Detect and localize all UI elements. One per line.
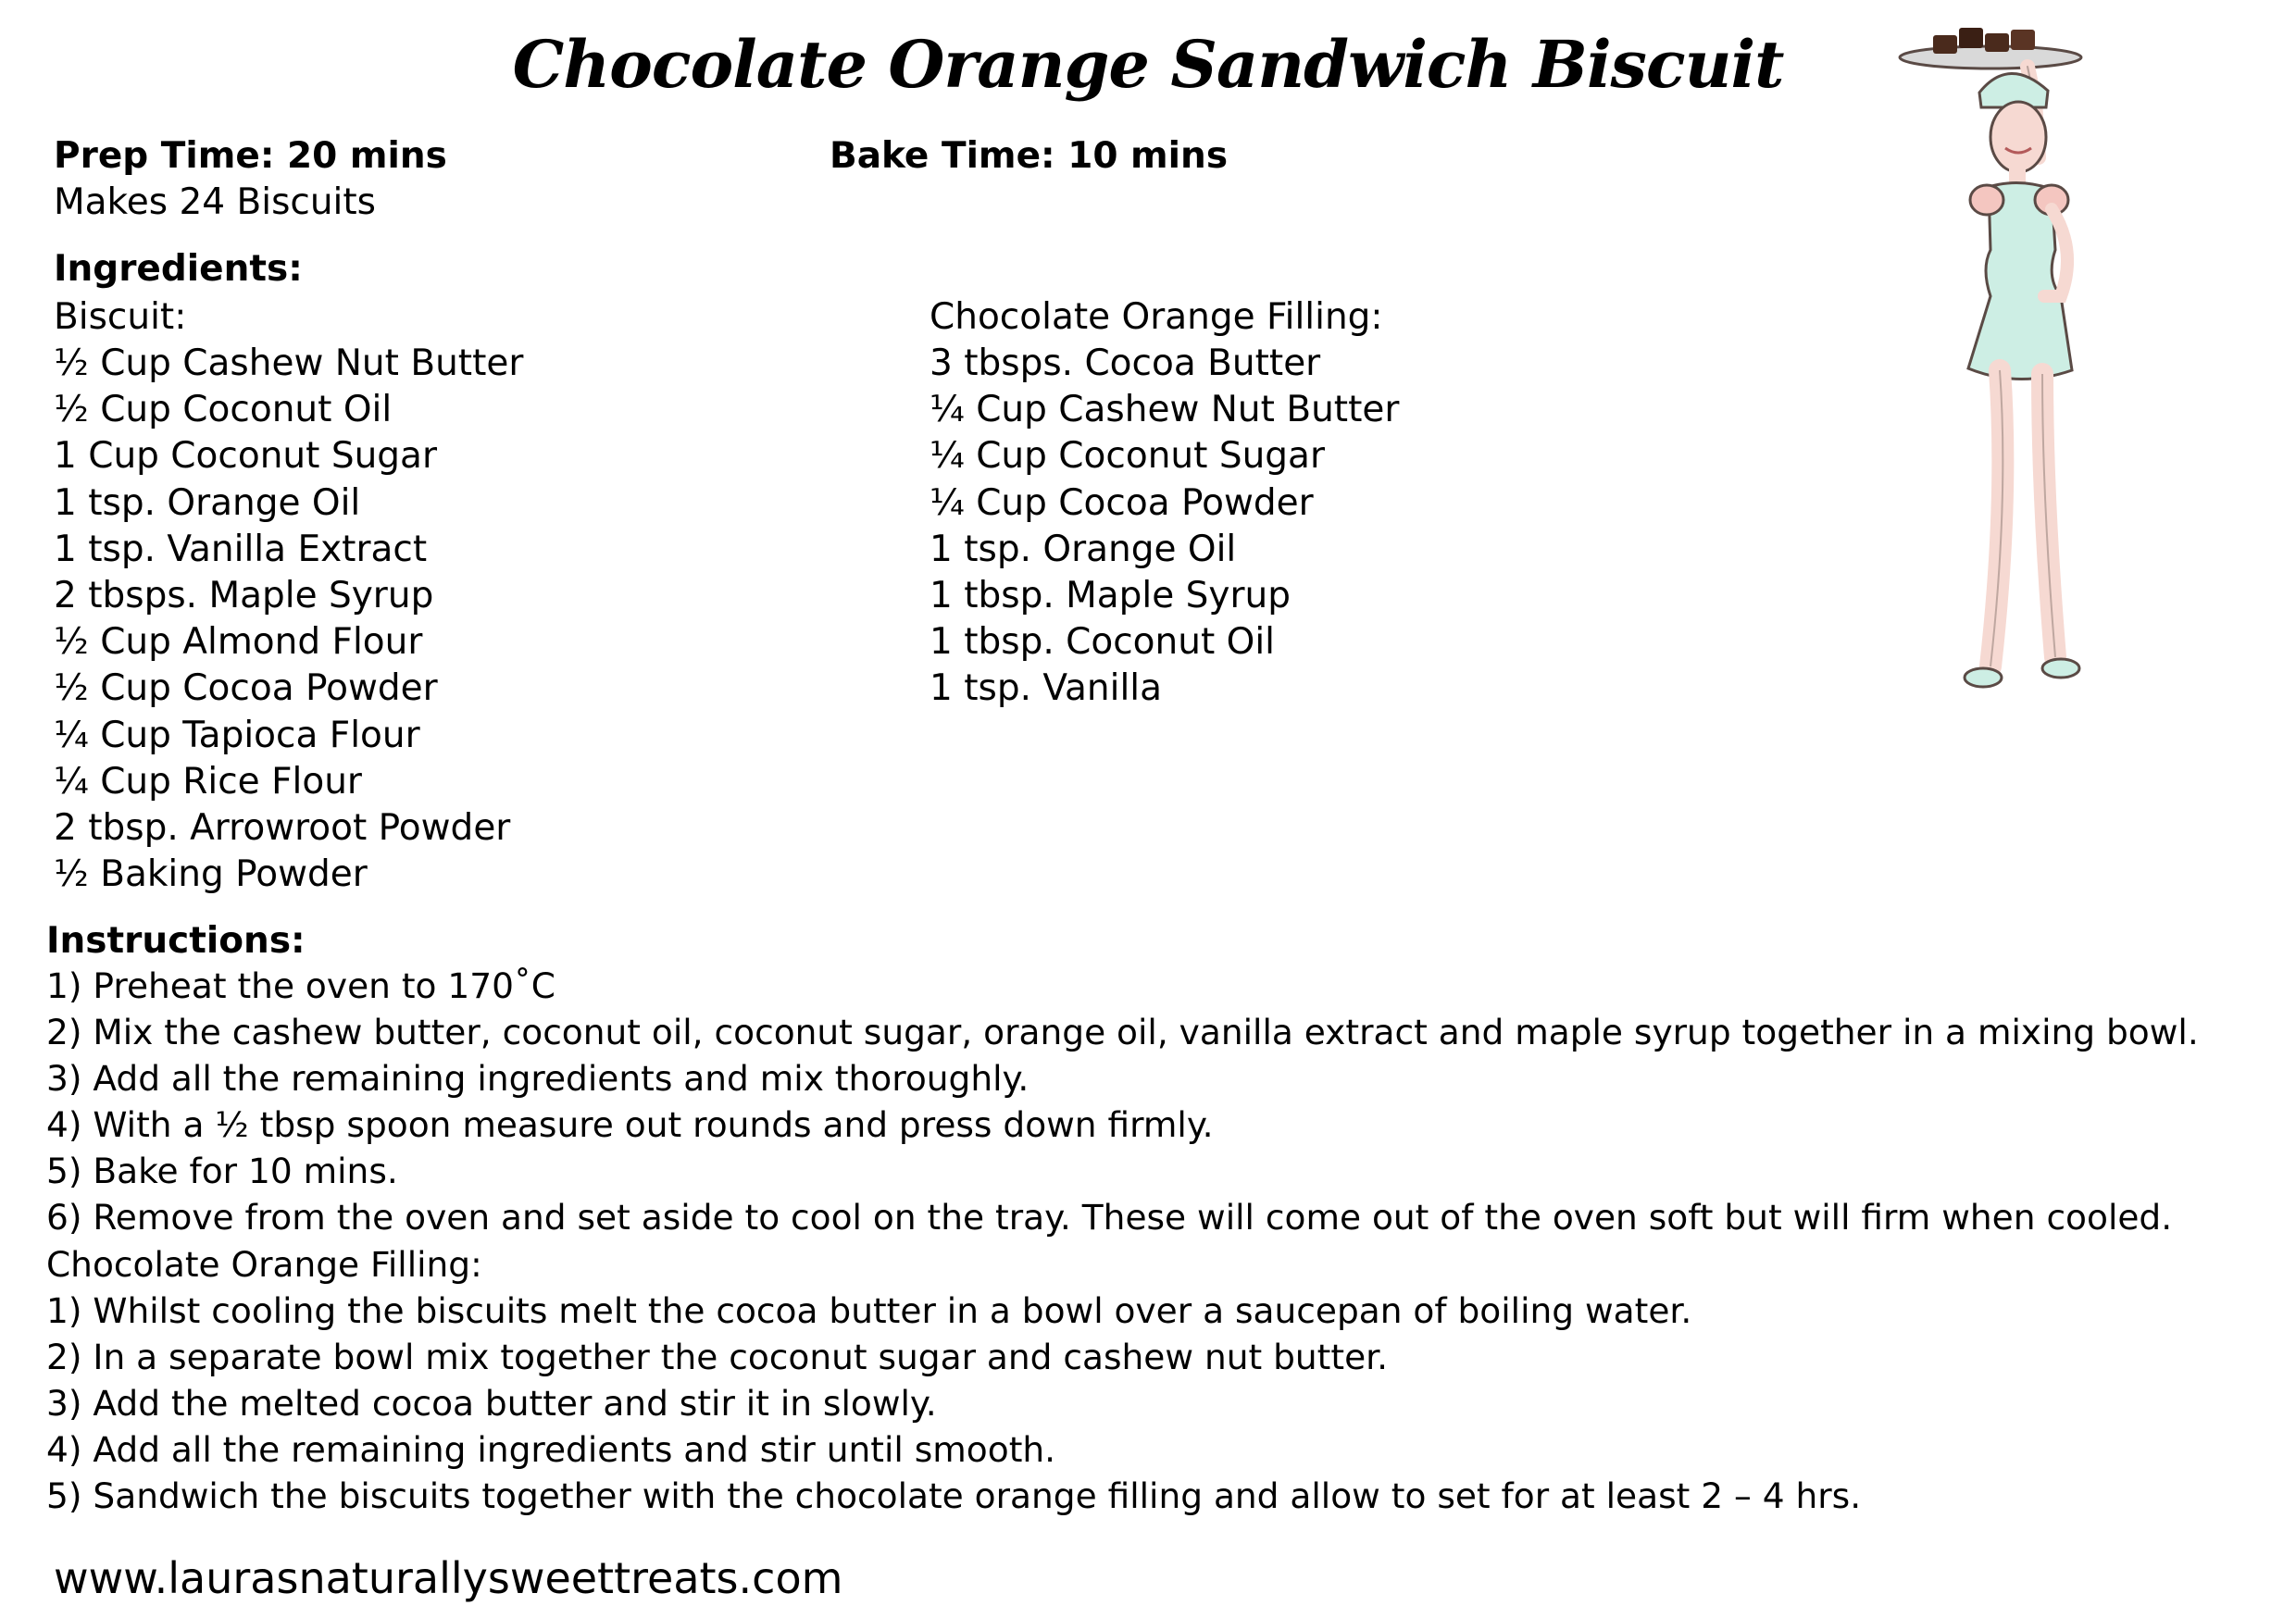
ingredient-item: ½ Cup Cocoa Powder xyxy=(54,667,438,710)
instruction-step: 1) Whilst cooling the biscuits melt the cocoa butter in a bowl over a saucepan of boiling water. xyxy=(46,1289,1692,1331)
ingredient-item: ¼ Cup Rice Flour xyxy=(54,760,362,803)
ingredient-item: ¼ Cup Cocoa Powder xyxy=(930,481,1314,524)
instruction-step: 5) Sandwich the biscuits together with the chocolate orange filling and allow to set for at least 2 – 4 hrs. xyxy=(46,1475,1862,1517)
pinup-baker-with-chocolate-tray-icon xyxy=(1879,19,2083,703)
instruction-step: 4) With a ½ tbsp spoon measure out rounds and press down firmly. xyxy=(46,1104,1214,1146)
ingredient-item: 1 tsp. Orange Oil xyxy=(930,528,1237,570)
prep-time: Prep Time: 20 mins xyxy=(54,135,447,177)
ingredient-item: 3 tbsps. Cocoa Butter xyxy=(930,342,1321,384)
biscuit-heading: Biscuit: xyxy=(54,296,187,338)
bake-time: Bake Time: 10 mins xyxy=(830,135,1229,177)
instruction-step: 6) Remove from the oven and set aside to cool on the tray. These will come out of the oven soft but will firm when cooled. xyxy=(46,1197,2173,1238)
ingredient-item: ½ Baking Powder xyxy=(54,853,368,896)
instruction-step: 3) Add the melted cocoa butter and stir it in slowly. xyxy=(46,1382,937,1424)
ingredient-item: ½ Cup Almond Flour xyxy=(54,621,423,664)
instruction-step: 2) In a separate bowl mix together the coconut sugar and cashew nut butter. xyxy=(46,1336,1389,1377)
biscuit-ingredients-list xyxy=(54,341,523,898)
ingredient-item: ¼ Cup Coconut Sugar xyxy=(930,435,1325,478)
ingredient-item: 1 tsp. Vanilla Extract xyxy=(54,528,428,570)
ingredient-item: 1 Cup Coconut Sugar xyxy=(54,435,437,478)
recipe-title: Chocolate Orange Sandwich Biscuit xyxy=(512,26,1784,103)
ingredient-item: ½ Cup Cashew Nut Butter xyxy=(54,342,524,384)
instruction-step: 2) Mix the cashew butter, coconut oil, coconut sugar, orange oil, vanilla extract and maple syrup together in a mixing bowl. xyxy=(46,1012,2199,1053)
website-url: www.laurasnaturallysweettreats.com xyxy=(54,1553,843,1603)
ingredient-item: ¼ Cup Cashew Nut Butter xyxy=(930,389,1400,431)
ingredient-item: 1 tbsp. Coconut Oil xyxy=(930,621,1276,664)
makes-count: Makes 24 Biscuits xyxy=(54,181,376,223)
ingredient-item: 1 tbsp. Maple Syrup xyxy=(930,574,1291,616)
ingredients-heading: Ingredients: xyxy=(54,248,303,290)
ingredient-item: 1 tsp. Vanilla xyxy=(930,667,1163,710)
instruction-subheading: Chocolate Orange Filling: xyxy=(46,1243,482,1285)
ingredient-item: 1 tsp. Orange Oil xyxy=(54,481,361,524)
instruction-step: 3) Add all the remaining ingredients and mix thoroughly. xyxy=(46,1058,1029,1100)
instructions-heading: Instructions: xyxy=(46,920,306,962)
instructions-list xyxy=(46,963,2199,1519)
ingredient-item: 2 tbsps. Maple Syrup xyxy=(54,574,434,616)
instruction-step: 5) Bake for 10 mins. xyxy=(46,1151,398,1192)
ingredient-item: 2 tbsp. Arrowroot Powder xyxy=(54,806,511,849)
instruction-step: 1) Preheat the oven to 170˚C xyxy=(46,965,555,1006)
instruction-step: 4) Add all the remaining ingredients and stir until smooth. xyxy=(46,1428,1056,1470)
ingredient-item: ¼ Cup Tapioca Flour xyxy=(54,714,420,756)
filling-heading: Chocolate Orange Filling: xyxy=(930,296,1383,338)
ingredient-item: ½ Cup Coconut Oil xyxy=(54,389,393,431)
filling-ingredients-list xyxy=(930,341,1399,713)
